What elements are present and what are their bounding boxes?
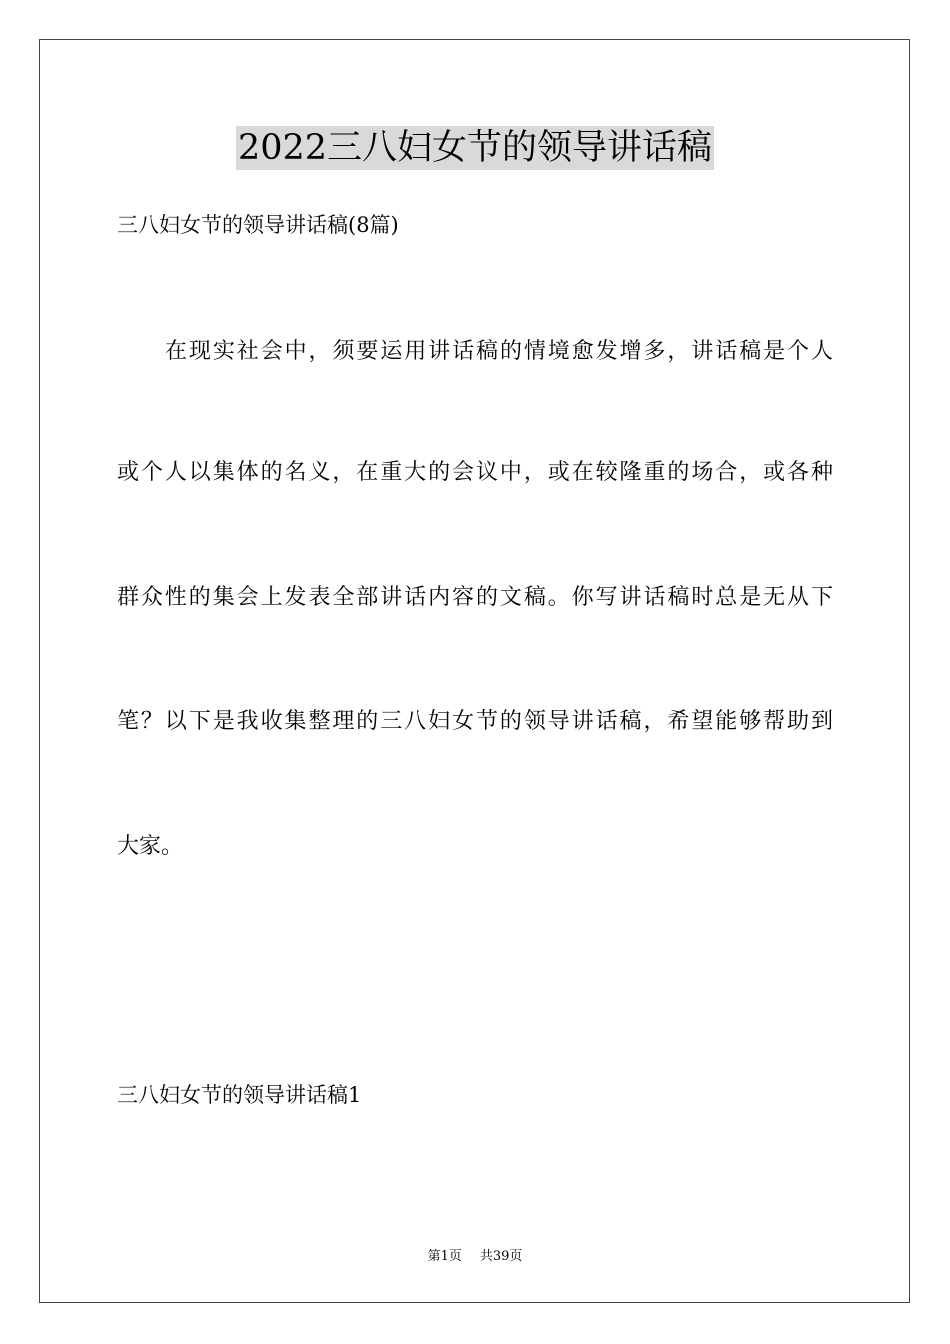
intro-line-2: 或个人以集体的名义，在重大的会议中，或在较隆重的场合，或各种 bbox=[117, 460, 833, 485]
intro-line-5: 大家。 bbox=[117, 834, 184, 859]
document-subtitle: 三八妇女节的领导讲话稿(8篇) bbox=[117, 213, 399, 237]
page-footer bbox=[0, 1247, 950, 1267]
intro-line-1: 在现实社会中，须要运用讲话稿的情境愈发增多，讲话稿是个人 bbox=[165, 339, 833, 364]
document-title: 2022三八妇女节的领导讲话稿 bbox=[237, 128, 713, 168]
title-container bbox=[0, 126, 950, 170]
section-heading: 三八妇女节的领导讲话稿1 bbox=[117, 1083, 362, 1107]
intro-line-4: 笔？以下是我收集整理的三八妇女节的领导讲话稿，希望能够帮助到 bbox=[117, 709, 833, 734]
page-total: 共39页 bbox=[479, 1249, 523, 1264]
page-number: 第1页 bbox=[427, 1249, 462, 1264]
intro-line-3: 群众性的集会上发表全部讲话内容的文稿。你写讲话稿时总是无从下 bbox=[117, 585, 833, 610]
